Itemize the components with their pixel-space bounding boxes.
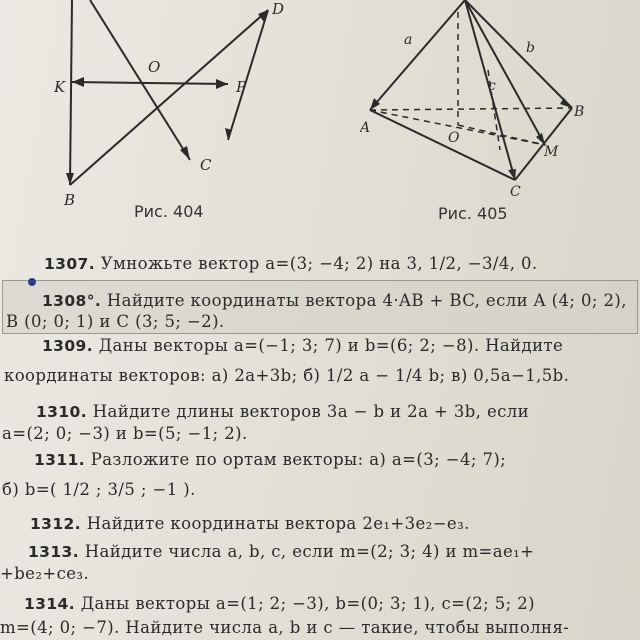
problem-1311 [34, 450, 506, 469]
label-O: O [448, 130, 460, 146]
label-B: B [64, 191, 76, 209]
problem-number: 1314. [24, 595, 76, 613]
label-K: K [54, 78, 66, 96]
problem-1313 [28, 542, 534, 561]
problem-number: 1310. [36, 403, 88, 421]
problem-text: Найдите координаты вектора 4·AB + BC, если A (4; 0; 2), [106, 291, 627, 310]
label-C: C [510, 184, 521, 200]
label-vector-c: c [488, 78, 496, 94]
label-C: C [200, 156, 212, 174]
problem-number: 1312. [30, 515, 82, 533]
problem-text: Найдите числа a, b, c, если m=(2; 3; 4) и m=ae₁+ [84, 542, 535, 561]
problem-text: Умножьте вектор a=(3; −4; 2) на 3, 1/2, −3/4, 0. [100, 254, 538, 273]
problem-1313-cont: +be₂+ce₃. [0, 564, 90, 583]
label-D: D [272, 0, 285, 18]
label-O: O [148, 58, 161, 76]
problem-1312 [30, 514, 470, 533]
problem-text: Найдите координаты вектора 2e₁+3e₂−e₃. [86, 514, 470, 533]
problem-1309-cont: координаты векторов: а) 2a+3b; б) 1/2 a − 1/4 b; в) 0,5a−1,5b. [4, 366, 570, 385]
problem-1308 [42, 291, 627, 310]
figure-405-drawing [360, 0, 600, 200]
problem-1308-cont: B (0; 0; 1) и C (3; 5; −2). [6, 312, 225, 331]
label-A: A [360, 120, 371, 136]
problem-number: 1313. [28, 543, 80, 561]
problem-text: Даны векторы a=(1; 2; −3), b=(0; 3; 1), c=(2; 5; 2) [80, 594, 535, 613]
problem-number: 1309. [42, 337, 94, 355]
label-P: P [236, 78, 247, 96]
problem-number: 1311. [34, 451, 86, 469]
ink-blot [28, 278, 36, 286]
problem-1314 [24, 594, 535, 613]
label-vector-a: a [404, 32, 413, 48]
problem-number: 1308°. [42, 292, 102, 310]
label-M: M [544, 144, 559, 160]
problem-1310 [36, 402, 529, 421]
problem-text: Найдите длины векторов 3a − b и 2a + 3b, если [92, 402, 530, 421]
caption-fig405: Рис. 405 [438, 204, 508, 223]
problem-1309 [42, 336, 563, 355]
problem-1311-cont: б) b=( 1/2 ; 3/5 ; −1 ). [2, 480, 196, 499]
problem-text: Даны векторы a=(−1; 3; 7) и b=(6; 2; −8). Найдите [98, 336, 564, 355]
caption-fig404: Рис. 404 [134, 202, 204, 221]
problem-1307 [44, 254, 538, 273]
label-vector-b: b [526, 40, 535, 56]
problem-1310-cont: a=(2; 0; −3) и b=(5; −1; 2). [2, 424, 248, 443]
figure-404 [40, 0, 300, 210]
figure-405 [360, 0, 600, 200]
problem-1314-cont: m=(4; 0; −7). Найдите числа a, b и c — такие, чтобы выполня- [0, 618, 570, 637]
label-B: B [574, 104, 585, 120]
problem-number: 1307. [44, 255, 96, 273]
problem-text: Разложите по ортам векторы: а) a=(3; −4; 7); [90, 450, 507, 469]
figure-404-drawing [40, 0, 300, 210]
